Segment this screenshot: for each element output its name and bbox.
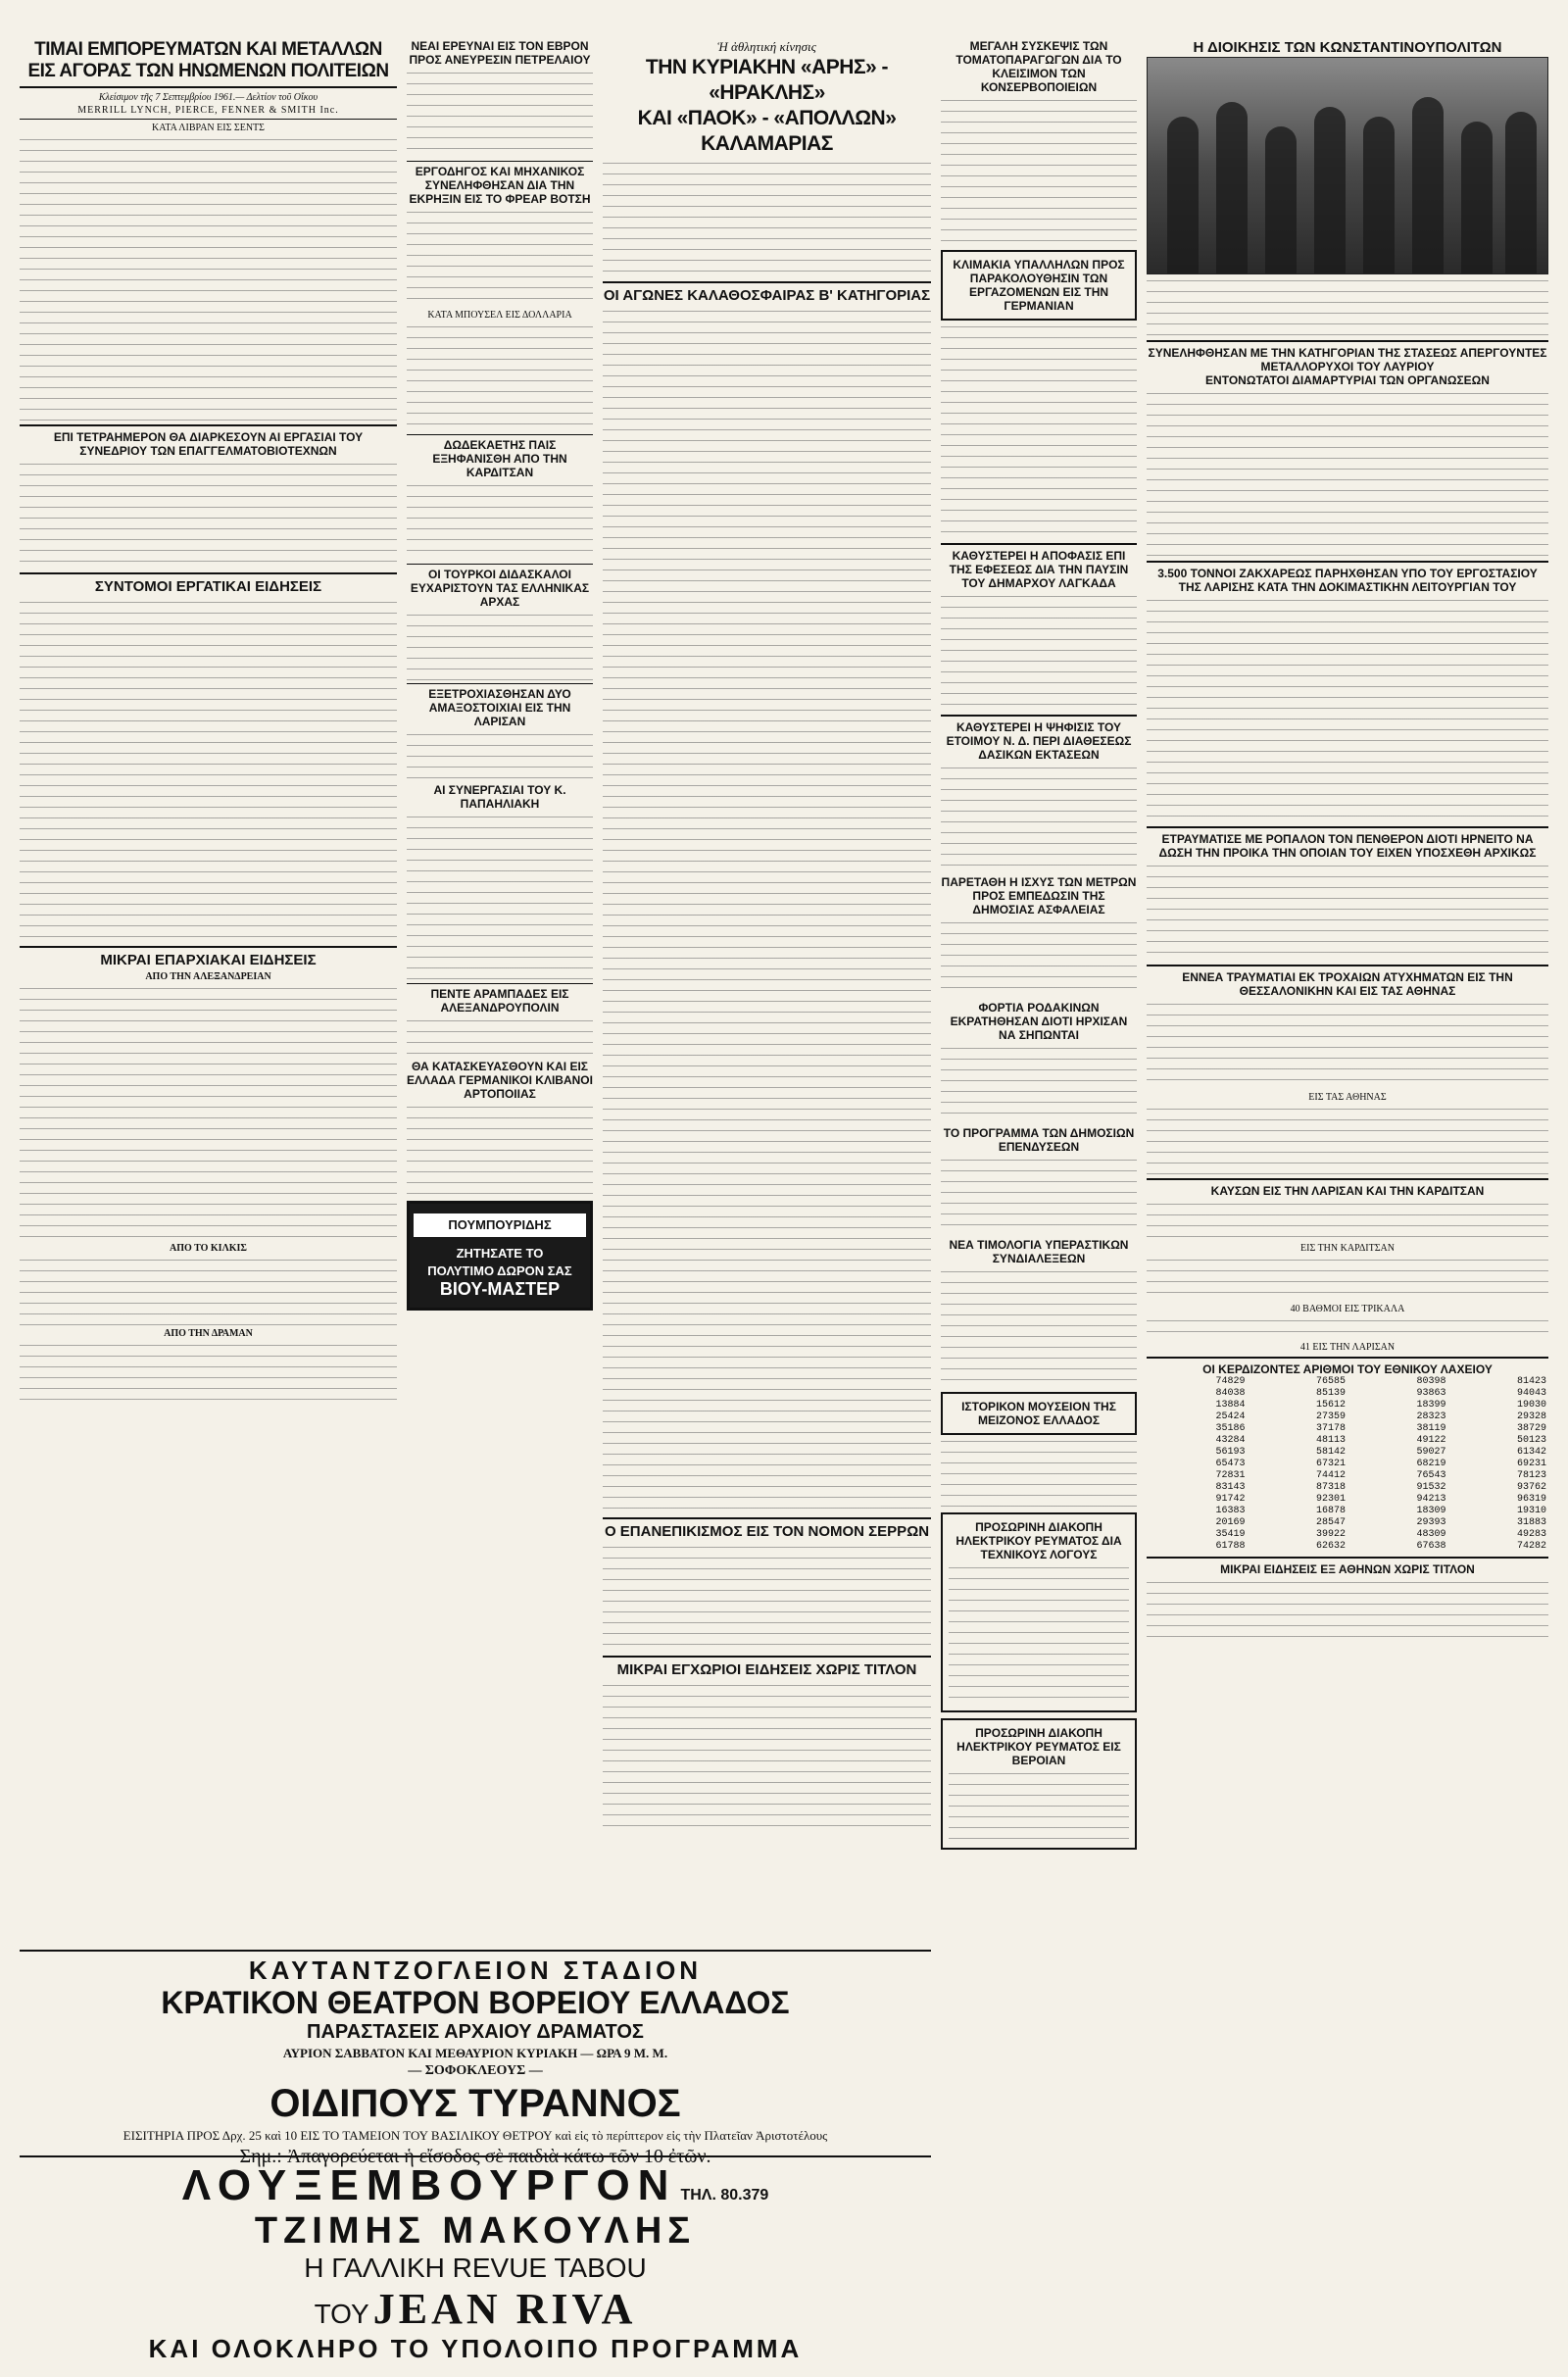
column-4	[941, 39, 1137, 1850]
headline-lagadas: ΚΑΘΥΣΤΕΡΕΙ Η ΑΠΟΦΑΣΙΣ ΕΠΙ ΤΗΣ ΕΦΕΣΕΩΣ ΔΙΑ ΤΗΝ ΠΑΥΣΙΝ ΤΟΥ ΔΗΜΑΡΧΟΥ ΛΑΓΚΑΔΑ	[949, 549, 1129, 590]
lottery-number: 61342	[1516, 1447, 1546, 1458]
divider	[603, 281, 931, 283]
lottery-number: 16878	[1315, 1506, 1346, 1516]
lottery-number: 16383	[1215, 1506, 1246, 1516]
lottery-number: 19030	[1516, 1400, 1546, 1411]
lottery-numbers	[1147, 1376, 1548, 1553]
subhead-drama: ΑΠΟ ΤΗΝ ΔΡΑΜΑΝ	[164, 1328, 253, 1339]
headline-prices: ΤΙΜΑΙ ΕΜΠΟΡΕΥΜΑΤΩΝ ΚΑΙ ΜΕΤΑΛΛΩΝ	[34, 39, 382, 60]
article-text	[407, 482, 593, 561]
ad-line: ΠΟΛΥΤΙΜΟ ΔΩΡΟΝ ΣΑΣ	[427, 1263, 572, 1278]
lottery-row	[1147, 1411, 1548, 1423]
article-text	[941, 1157, 1137, 1235]
divider	[1147, 561, 1548, 563]
lottery-number: 35186	[1215, 1423, 1246, 1434]
boxed-article	[941, 1512, 1137, 1712]
ad-product: ΒΙΟΥ-ΜΑΣΤΕΡ	[439, 1279, 561, 1299]
headline-power-cut-veria: ΠΡΟΣΩΡΙΝΗ ΔΙΑΚΟΠΗ ΗΛΕΚΤΡΙΚΟΥ ΡΕΥΜΑΤΟΣ ΕΙΣ ΒΕΡΟΙΑΝ	[956, 1726, 1121, 1767]
lottery-row	[1147, 1529, 1548, 1541]
subhead-trikala: 40 ΒΑΘΜΟΙ ΕΙΣ ΤΡΙΚΑΛΑ	[1290, 1304, 1405, 1314]
lottery-number: 29328	[1516, 1411, 1546, 1422]
divider	[1147, 826, 1548, 828]
article-text	[949, 1564, 1129, 1702]
article-text	[407, 731, 593, 780]
lottery-number: 81423	[1516, 1376, 1546, 1387]
lottery-number: 28323	[1416, 1411, 1446, 1422]
lottery-number: 27359	[1315, 1411, 1346, 1422]
lottery-row	[1147, 1470, 1548, 1482]
divider	[1147, 1178, 1548, 1180]
lottery-number: 58142	[1315, 1447, 1346, 1458]
divider	[20, 946, 397, 948]
lottery-number: 25424	[1215, 1411, 1246, 1422]
ad-phone: ΤΗΛ. 80.379	[680, 2187, 769, 2204]
lottery-number: 31883	[1516, 1517, 1546, 1528]
divider	[941, 543, 1137, 545]
article-text	[407, 612, 593, 680]
lottery-number: 48309	[1416, 1529, 1446, 1540]
lottery-number: 49283	[1516, 1529, 1546, 1540]
ad-play: ΟΙΔΙΠΟΥΣ ΤΥΡΑΝΝΟΣ	[270, 2082, 681, 2125]
article-text	[603, 1682, 931, 1829]
ad-venue-lux: ΛΟΥΞΕΜΒΟΥΡΓΟΝ	[181, 2161, 677, 2209]
article-text	[1147, 1257, 1548, 1301]
divider	[20, 86, 397, 88]
article-text	[941, 1045, 1137, 1123]
lottery-row	[1147, 1506, 1548, 1517]
lottery-number: 93762	[1516, 1482, 1546, 1493]
article-text	[407, 209, 593, 307]
lottery-number: 49122	[1416, 1435, 1446, 1446]
advertisement-luxembourg	[20, 2152, 931, 2364]
lottery-row	[1147, 1435, 1548, 1447]
headline-carts: ΠΕΝΤΕ ΑΡΑΜΠΑΔΕΣ ΕΙΣ ΑΛΕΞΑΝΔΡΟΥΠΟΛΙΝ	[430, 987, 569, 1015]
lottery-number: 37178	[1315, 1423, 1346, 1434]
section-kicker: Ἡ ἀθλητική κίνησις	[717, 39, 816, 54]
divider	[407, 564, 593, 565]
ad-star: JEAN RIVA	[372, 2285, 637, 2333]
divider	[1147, 965, 1548, 966]
lottery-number: 94043	[1516, 1388, 1546, 1399]
advertisement-theatre	[20, 1946, 931, 2170]
boxed-article	[941, 1392, 1137, 1435]
lottery-number: 15612	[1315, 1400, 1346, 1411]
headline-sugar: 3.500 ΤΟΝΝΟΙ ΖΑΚΧΑΡΕΩΣ ΠΑΡΗΧΘΗΣΑΝ ΥΠΟ ΤΟΥ ΕΡΓΟΣΤΑΣΙΟΥ ΤΗΣ ΛΑΡΙΣΗΣ ΚΑΤΑ ΤΗΝ ΔΟΚΙΜΑΣΤΙΚΗΝ ΛΕΙΤΟΥΡΓΙΑΝ ΤΟΥ	[1157, 567, 1538, 594]
divider	[20, 1950, 931, 1952]
lottery-number: 67638	[1416, 1541, 1446, 1552]
ad-tickets: ΕΙΣΙΤΗΡΙΑ ΠΡΟΣ Δρχ. 25 καὶ 10 ΕΙΣ ΤΟ ΤΑΜΕΙΟΝ ΤΟΥ ΒΑΣΙΛΙΚΟΥ ΘΕΤΡΟΥ καὶ εἰς τὸ περίπτερον εἰς τὴν Πλατεῖαν Ἀριστοτέλους	[122, 2128, 828, 2143]
headline-prices-2: ΕΙΣ ΑΓΟΡΑΣ ΤΩΝ ΗΝΩΜΕΝΩΝ ΠΟΛΙΤΕΙΩΝ	[27, 61, 389, 81]
article-text	[941, 323, 1137, 539]
firm-name: MERRILL LYNCH, PIERCE, FENNER & SMITH Inc.	[77, 105, 339, 116]
price-list-text	[20, 136, 397, 421]
lottery-number: 69231	[1516, 1459, 1546, 1469]
lottery-number: 74282	[1516, 1541, 1546, 1552]
lottery-number: 68219	[1416, 1459, 1446, 1469]
headline-sports: ΤΗΝ ΚΥΡΙΑΚΗΝ «ΑΡΗΣ» - «ΗΡΑΚΛΗΣ»	[645, 56, 889, 104]
subhead-athens: ΕΙΣ ΤΑΣ ΑΘΗΝΑΣ	[1308, 1092, 1387, 1103]
article-text	[1147, 1201, 1548, 1240]
ad-of: ΤΟΥ	[314, 2299, 369, 2329]
lottery-number: 61788	[1215, 1541, 1246, 1552]
ad-theatre: ΚΡΑΤΙΚΟΝ ΘΕΑΤΡΟΝ ΒΟΡΕΙΟΥ ΕΛΛΑΔΟΣ	[161, 1985, 790, 2020]
divider	[1147, 340, 1548, 342]
headline-athens-news: ΜΙΚΡΑΙ ΕΙΔΗΣΕΙΣ ΕΞ ΑΘΗΝΩΝ ΧΩΡΙΣ ΤΙΤΛΟΝ	[1220, 1562, 1475, 1576]
lottery-number: 84038	[1215, 1388, 1246, 1399]
divider	[20, 424, 397, 426]
lottery-number: 76585	[1315, 1376, 1346, 1387]
lottery-row	[1147, 1376, 1548, 1388]
column-3	[603, 39, 931, 1832]
headline-labor-news: ΣΥΝΤΟΜΟΙ ΕΡΓΑΤΙΚΑΙ ΕΙΔΗΣΕΙΣ	[94, 578, 322, 595]
headline-local-news: ΜΙΚΡΑΙ ΕΓΧΩΡΙΟΙ ΕΙΔΗΣΕΙΣ ΧΩΡΙΣ ΤΙΤΛΟΝ	[616, 1661, 917, 1678]
lottery-row	[1147, 1494, 1548, 1506]
article-text	[20, 461, 397, 569]
lottery-table	[1147, 1376, 1548, 1553]
lottery-number: 74412	[1315, 1470, 1346, 1481]
article-text	[20, 599, 397, 942]
lottery-number: 91742	[1215, 1494, 1246, 1505]
lottery-number: 87318	[1315, 1482, 1346, 1493]
lottery-number: 28547	[1315, 1517, 1346, 1528]
ad-revue: Η ΓΑΛΛΙΚΗ REVUE TABOU	[304, 2253, 647, 2283]
article-text	[1147, 1579, 1548, 1638]
lottery-row	[1147, 1482, 1548, 1494]
lottery-number: 96319	[1516, 1494, 1546, 1505]
lottery-row	[1147, 1541, 1548, 1553]
lottery-number: 20169	[1215, 1517, 1246, 1528]
article-text	[407, 70, 593, 158]
headline-constantinople: Η ΔΙΟΙΚΗΣΙΣ ΤΩΝ ΚΩΝΣΤΑΝΤΙΝΟΥΠΟΛΙΤΩΝ	[1193, 39, 1502, 56]
lottery-number: 76543	[1416, 1470, 1446, 1481]
headline-museum: ΙΣΤΟΡΙΚΟΝ ΜΟΥΣΕΙΟΝ ΤΗΣ ΜΕΙΖΟΝΟΣ ΕΛΛΑΔΟΣ	[961, 1400, 1116, 1427]
headline-turkish-teachers: ΟΙ ΤΟΥΡΚΟΙ ΔΙΔΑΣΚΑΛΟΙ ΕΥΧΑΡΙΣΤΟΥΝ ΤΑΣ ΕΛΛΗΝΙΚΑΣ ΑΡΧΑΣ	[410, 568, 590, 609]
lottery-number: 74829	[1215, 1376, 1246, 1387]
headline-explosion: ΕΡΓΟΔΗΓΟΣ ΚΑΙ ΜΗΧΑΝΙΚΟΣ ΣΥΝΕΛΗΦΘΗΣΑΝ ΔΙΑ ΤΗΝ ΕΚΡΗΞΙΝ ΕΙΣ ΤΟ ΦΡΕΑΡ ΒΟΤΣΗ	[409, 165, 591, 206]
column-2	[407, 39, 593, 1224]
headline-evros-oil: ΝΕΑΙ ΕΡΕΥΝΑΙ ΕΙΣ ΤΟΝ ΕΒΡΟΝ ΠΡΟΣ ΑΝΕΥΡΕΣΙΝ ΠΕΤΡΕΛΑΙΟΥ	[409, 39, 591, 67]
divider	[20, 2155, 931, 2157]
lottery-number: 18309	[1416, 1506, 1446, 1516]
divider	[941, 715, 1137, 717]
divider	[1147, 1557, 1548, 1559]
divider	[407, 434, 593, 435]
lottery-number: 18399	[1416, 1400, 1446, 1411]
lottery-row	[1147, 1447, 1548, 1459]
headline-peaches: ΦΟΡΤΙΑ ΡΟΔΑΚΙΝΩΝ ΕΚΡΑΤΗΘΗΣΑΝ ΔΙΟΤΙ ΗΡΧΙΣΑΝ ΝΑ ΣΗΠΩΝΤΑΙ	[950, 1001, 1128, 1042]
subhead-prices: ΚΑΤΑ ΛΙΒΡΑΝ ΕΙΣ ΣΕΝΤΣ	[152, 123, 265, 133]
lottery-number: 67321	[1315, 1459, 1346, 1469]
lottery-number: 65473	[1215, 1459, 1246, 1469]
lottery-number: 50123	[1516, 1435, 1546, 1446]
headline-lottery: ΟΙ ΚΕΡΔΙΖΟΝΤΕΣ ΑΡΙΘΜΟΙ ΤΟΥ ΕΘΝΙΚΟΥ ΛΑΧΕΙΟΥ	[1202, 1362, 1493, 1376]
article-text	[1147, 1317, 1548, 1339]
lottery-number: 43284	[1215, 1435, 1246, 1446]
lottery-number: 39922	[1315, 1529, 1346, 1540]
subhead-kilkis: ΑΠΟ ΤΟ ΚΙΛΚΙΣ	[170, 1243, 247, 1254]
article-text	[1147, 1001, 1548, 1089]
article-text	[1147, 597, 1548, 822]
lottery-number: 62632	[1315, 1541, 1346, 1552]
lottery-number: 91532	[1416, 1482, 1446, 1493]
news-photo	[1147, 57, 1548, 274]
headline-forests: ΚΑΘΥΣΤΕΡΕΙ Η ΨΗΦΙΣΙΣ ΤΟΥ ΕΤΟΙΜΟΥ Ν. Δ. ΠΕΡΙ ΔΙΑΘΕΣΕΩΣ ΔΑΣΙΚΩΝ ΕΚΤΑΣΕΩΝ	[946, 720, 1132, 762]
lottery-row	[1147, 1388, 1548, 1400]
headline-papailiakis: ΑΙ ΣΥΝΕΡΓΑΣΙΑΙ ΤΟΥ Κ. ΠΑΠΑΗΛΙΑΚΗ	[433, 783, 566, 811]
article-text	[603, 308, 931, 1513]
headline-lavrio: ΣΥΝΕΛΗΦΘΗΣΑΝ ΜΕ ΤΗΝ ΚΑΤΗΓΟΡΙΑΝ ΤΗΣ ΣΤΑΣΕΩΣ ΑΠΕΡΓΟΥΝΤΕΣ ΜΕΤΑΛΛΟΡΥΧΟΙ ΤΟΥ ΛΑΥΡΙΟΥ	[1148, 346, 1547, 373]
article-text	[603, 1544, 931, 1652]
ad-program: ΚΑΙ ΟΛΟΚΛΗΡΟ ΤΟ ΥΠΟΛΟΙΠΟ ΠΡΟΓΡΑΜΜΑ	[148, 2334, 803, 2363]
headline-accidents: ΕΝΝΕΑ ΤΡΑΥΜΑΤΙΑΙ ΕΚ ΤΡΟΧΑΙΩΝ ΑΤΥΧΗΜΑΤΩΝ ΕΙΣ ΤΗΝ ΘΕΣΣΑΛΟΝΙΚΗΝ ΚΑΙ ΕΙΣ ΤΑΣ ΑΘΗΝΑΣ	[1182, 970, 1513, 998]
divider	[20, 119, 397, 120]
ad-author: — ΣΟΦΟΚΛΕΟΥΣ —	[408, 2063, 543, 2078]
divider	[20, 572, 397, 574]
article-text	[941, 1268, 1137, 1386]
subhead-dollars: ΚΑΤΑ ΜΠΟΥΣΕΛ ΕΙΣ ΔΟΛΛΑΡΙΑ	[427, 310, 572, 321]
lottery-number: 72831	[1215, 1470, 1246, 1481]
headline-sports-2: ΚΑΙ «ΠΑΟΚ» - «ΑΠΟΛΛΩΝ» ΚΑΛΑΜΑΡΙΑΣ	[637, 107, 897, 155]
lottery-row	[1147, 1423, 1548, 1435]
boxed-article	[941, 1718, 1137, 1850]
article-text	[20, 1342, 397, 1401]
advertisement-bio-master	[407, 1201, 593, 1311]
ad-schedule: ΑΥΡΙΟΝ ΣΑΒΒΑΤΟΝ ΚΑΙ ΜΕΘΑΥΡΙΟΝ ΚΥΡΙΑΚΗ — ΩΡΑ 9 Μ. Μ.	[282, 2046, 668, 2060]
article-text	[949, 1770, 1129, 1839]
divider	[407, 683, 593, 684]
headline-congress: ΕΠΙ ΤΕΤΡΑΗΜΕΡΟΝ ΘΑ ΔΙΑΡΚΕΣΟΥΝ ΑΙ ΕΡΓΑΣΙΑΙ ΤΟΥ ΣΥΝΕΔΡΙΟΥ ΤΩΝ ΕΠΑΓΓΕΛΜΑΤΟΒΙΟΤΕΧΝΩΝ	[53, 430, 364, 458]
headline-phone-rates: ΝΕΑ ΤΙΜΟΛΟΓΙΑ ΥΠΕΡΑΣΤΙΚΩΝ ΣΥΝΔΙΑΛΕΞΕΩΝ	[949, 1238, 1129, 1265]
article-text	[20, 985, 397, 1240]
article-text	[1147, 863, 1548, 961]
lottery-row	[1147, 1517, 1548, 1529]
article-text	[941, 919, 1137, 998]
ad-note: Σημ.: Ἀπαγορεύεται ἡ εἴσοδος σὲ παιδιὰ κάτω τῶν 10 ἐτῶν.	[239, 2146, 711, 2167]
ad-brand: ΠΟΥΜΠΟΥΡΙΔΗΣ	[414, 1213, 586, 1237]
headline-dowry: ΕΤΡΑΥΜΑΤΙΣΕ ΜΕ ΡΟΠΑΛΟΝ ΤΟΝ ΠΕΝΘΕΡΟΝ ΔΙΟΤΙ ΗΡΝΕΙΤΟ ΝΑ ΔΩΣΗ ΤΗΝ ΠΡΟΙΚΑ ΤΗΝ ΟΠΟΙΑΝ ΤΟΥ ΕΙΧΕΝ ΥΠΟΣΧΕΘΗ ΑΡΧΙΚΩΣ	[1158, 832, 1537, 860]
article-text	[941, 1438, 1137, 1507]
lottery-number: 38729	[1516, 1423, 1546, 1434]
article-text	[941, 765, 1137, 872]
subhead-larisa: 41 ΕΙΣ ΤΗΝ ΛΑΡΙΣΑΝ	[1299, 1342, 1396, 1353]
boxed-article	[941, 250, 1137, 321]
lottery-row	[1147, 1400, 1548, 1411]
lottery-number: 78123	[1516, 1470, 1546, 1481]
divider	[407, 161, 593, 162]
lottery-number: 48113	[1315, 1435, 1346, 1446]
lottery-number: 35419	[1215, 1529, 1246, 1540]
headline-serres: Ο ΕΠΑΝΕΠΙΚΙΣΜΟΣ ΕΙΣ ΤΟΝ ΝΟΜΟΝ ΣΕΡΡΩΝ	[604, 1523, 930, 1540]
divider	[603, 1517, 931, 1519]
headline-tomato: ΜΕΓΑΛΗ ΣΥΣΚΕΨΙΣ ΤΩΝ ΤΟΜΑΤΟΠΑΡΑΓΩΓΩΝ ΔΙΑ ΤΟ ΚΛΕΙΣΙΜΟΝ ΤΩΝ ΚΟΝΣΕΡΒΟΠΟΙΕΙΩΝ	[956, 39, 1122, 94]
lottery-number: 38119	[1416, 1423, 1446, 1434]
headline-power-cut: ΠΡΟΣΩΡΙΝΗ ΔΙΑΚΟΠΗ ΗΛΕΚΤΡΙΚΟΥ ΡΕΥΜΑΤΟΣ ΔΙΑ ΤΕΧΝΙΚΟΥΣ ΛΟΓΟΥΣ	[956, 1520, 1122, 1561]
article-text	[407, 814, 593, 980]
headline-security: ΠΑΡΕΤΑΘΗ Η ΙΣΧΥΣ ΤΩΝ ΜΕΤΡΩΝ ΠΡΟΣ ΕΜΠΕΔΩΣΙΝ ΤΗΣ ΔΗΜΟΣΙΑΣ ΑΣΦΑΛΕΙΑΣ	[941, 875, 1137, 916]
subhead-karditsa: ΕΙΣ ΤΗΝ ΚΑΡΔΙΤΣΑΝ	[1300, 1243, 1395, 1254]
headline-provincial-news: ΜΙΚΡΑΙ ΕΠΑΡΧΙΑΚΑΙ ΕΙΔΗΣΕΙΣ	[100, 952, 317, 968]
lottery-number: 92301	[1315, 1494, 1346, 1505]
headline-derailment: ΕΞΕΤΡΟΧΙΑΣΘΗΣΑΝ ΔΥΟ ΑΜΑΞΟΣΤΟΙΧΙΑΙ ΕΙΣ ΤΗΝ ΛΑΡΙΣΑΝ	[428, 687, 571, 728]
column-5	[1147, 39, 1548, 1641]
headline-investments: ΤΟ ΠΡΟΓΡΑΜΜΑ ΤΩΝ ΔΗΜΟΣΙΩΝ ΕΠΕΝΔΥΣΕΩΝ	[943, 1126, 1135, 1154]
subhead-alexandroupoli: ΑΠΟ ΤΗΝ ΑΛΕΞΑΝΔΡΕΙΑΝ	[145, 971, 271, 982]
article-text	[941, 97, 1137, 244]
divider	[407, 983, 593, 984]
lottery-number: 29393	[1416, 1517, 1446, 1528]
lottery-number: 59027	[1416, 1447, 1446, 1458]
lottery-number: 80398	[1416, 1376, 1446, 1387]
headline-basketball: ΟΙ ΑΓΩΝΕΣ ΚΑΛΑΘΟΣΦΑΙΡΑΣ Β' ΚΑΤΗΓΟΡΙΑΣ	[603, 287, 931, 304]
lottery-number: 93863	[1416, 1388, 1446, 1399]
article-text	[1147, 390, 1548, 557]
column-1	[20, 39, 397, 1404]
lottery-number: 83143	[1215, 1482, 1246, 1493]
headline-heatwave: ΚΑΥΣΩΝ ΕΙΣ ΤΗΝ ΛΑΡΙΣΑΝ ΚΑΙ ΤΗΝ ΚΑΡΔΙΤΣΑΝ	[1210, 1184, 1485, 1198]
lottery-number: 19310	[1516, 1506, 1546, 1516]
ad-venue: ΚΑΥΤΑΝΤΖΟΓΛΕΙΟΝ ΣΤΑΔΙΟΝ	[248, 1956, 703, 1985]
ad-performances: ΠΑΡΑΣΤΑΣΕΙΣ ΑΡΧΑΙΟΥ ΔΡΑΜΑΤΟΣ	[307, 2021, 644, 2043]
price-list-text	[407, 323, 593, 431]
photo-caption	[1147, 277, 1548, 336]
ad-line: ΖΗΤΗΣΑΤΕ ΤΟ	[456, 1246, 544, 1261]
ad-performer: ΤΖΙΜΗΣ ΜΑΚΟΥΛΗΣ	[254, 2210, 697, 2252]
dateline: Κλείσιμον τῆς 7 Σεπτεμβρίου 1961.— Δελτίον τοῦ Οἴκου	[98, 92, 318, 103]
lottery-number: 13884	[1215, 1400, 1246, 1411]
article-text	[603, 160, 931, 277]
divider	[1147, 1357, 1548, 1359]
headline-missing-child: ΔΩΔΕΚΑΕΤΗΣ ΠΑΙΣ ΕΞΗΦΑΝΙΣΘΗ ΑΠΟ ΤΗΝ ΚΑΡΔΙΤΣΑΝ	[432, 438, 567, 479]
article-text	[1147, 1106, 1548, 1174]
headline-ovens: ΘΑ ΚΑΤΑΣΚΕΥΑΣΘΟΥΝ ΚΑΙ ΕΙΣ ΕΛΛΑΔΑ ΓΕΡΜΑΝΙΚΟΙ ΚΛΙΒΑΝΟΙ ΑΡΤΟΠΟΙΙΑΣ	[407, 1060, 593, 1101]
lottery-number: 85139	[1315, 1388, 1346, 1399]
article-text	[407, 1017, 593, 1057]
lottery-number: 56193	[1215, 1447, 1246, 1458]
article-text	[941, 593, 1137, 711]
divider	[603, 1656, 931, 1658]
headline-germany: ΚΛΙΜΑΚΙΑ ΥΠΑΛΛΗΛΩΝ ΠΡΟΣ ΠΑΡΑΚΟΛΟΥΘΗΣΙΝ ΤΩΝ ΕΡΓΑΖΟΜΕΝΩΝ ΕΙΣ ΤΗΝ ΓΕΡΜΑΝΙΑΝ	[953, 258, 1125, 313]
lottery-number: 94213	[1416, 1494, 1446, 1505]
article-text	[20, 1257, 397, 1325]
headline-protests: ΕΝΤΟΝΩΤΑΤΟΙ ΔΙΑΜΑΡΤΥΡΙΑΙ ΤΩΝ ΟΡΓΑΝΩΣΕΩΝ	[1205, 373, 1490, 387]
lottery-row	[1147, 1459, 1548, 1470]
